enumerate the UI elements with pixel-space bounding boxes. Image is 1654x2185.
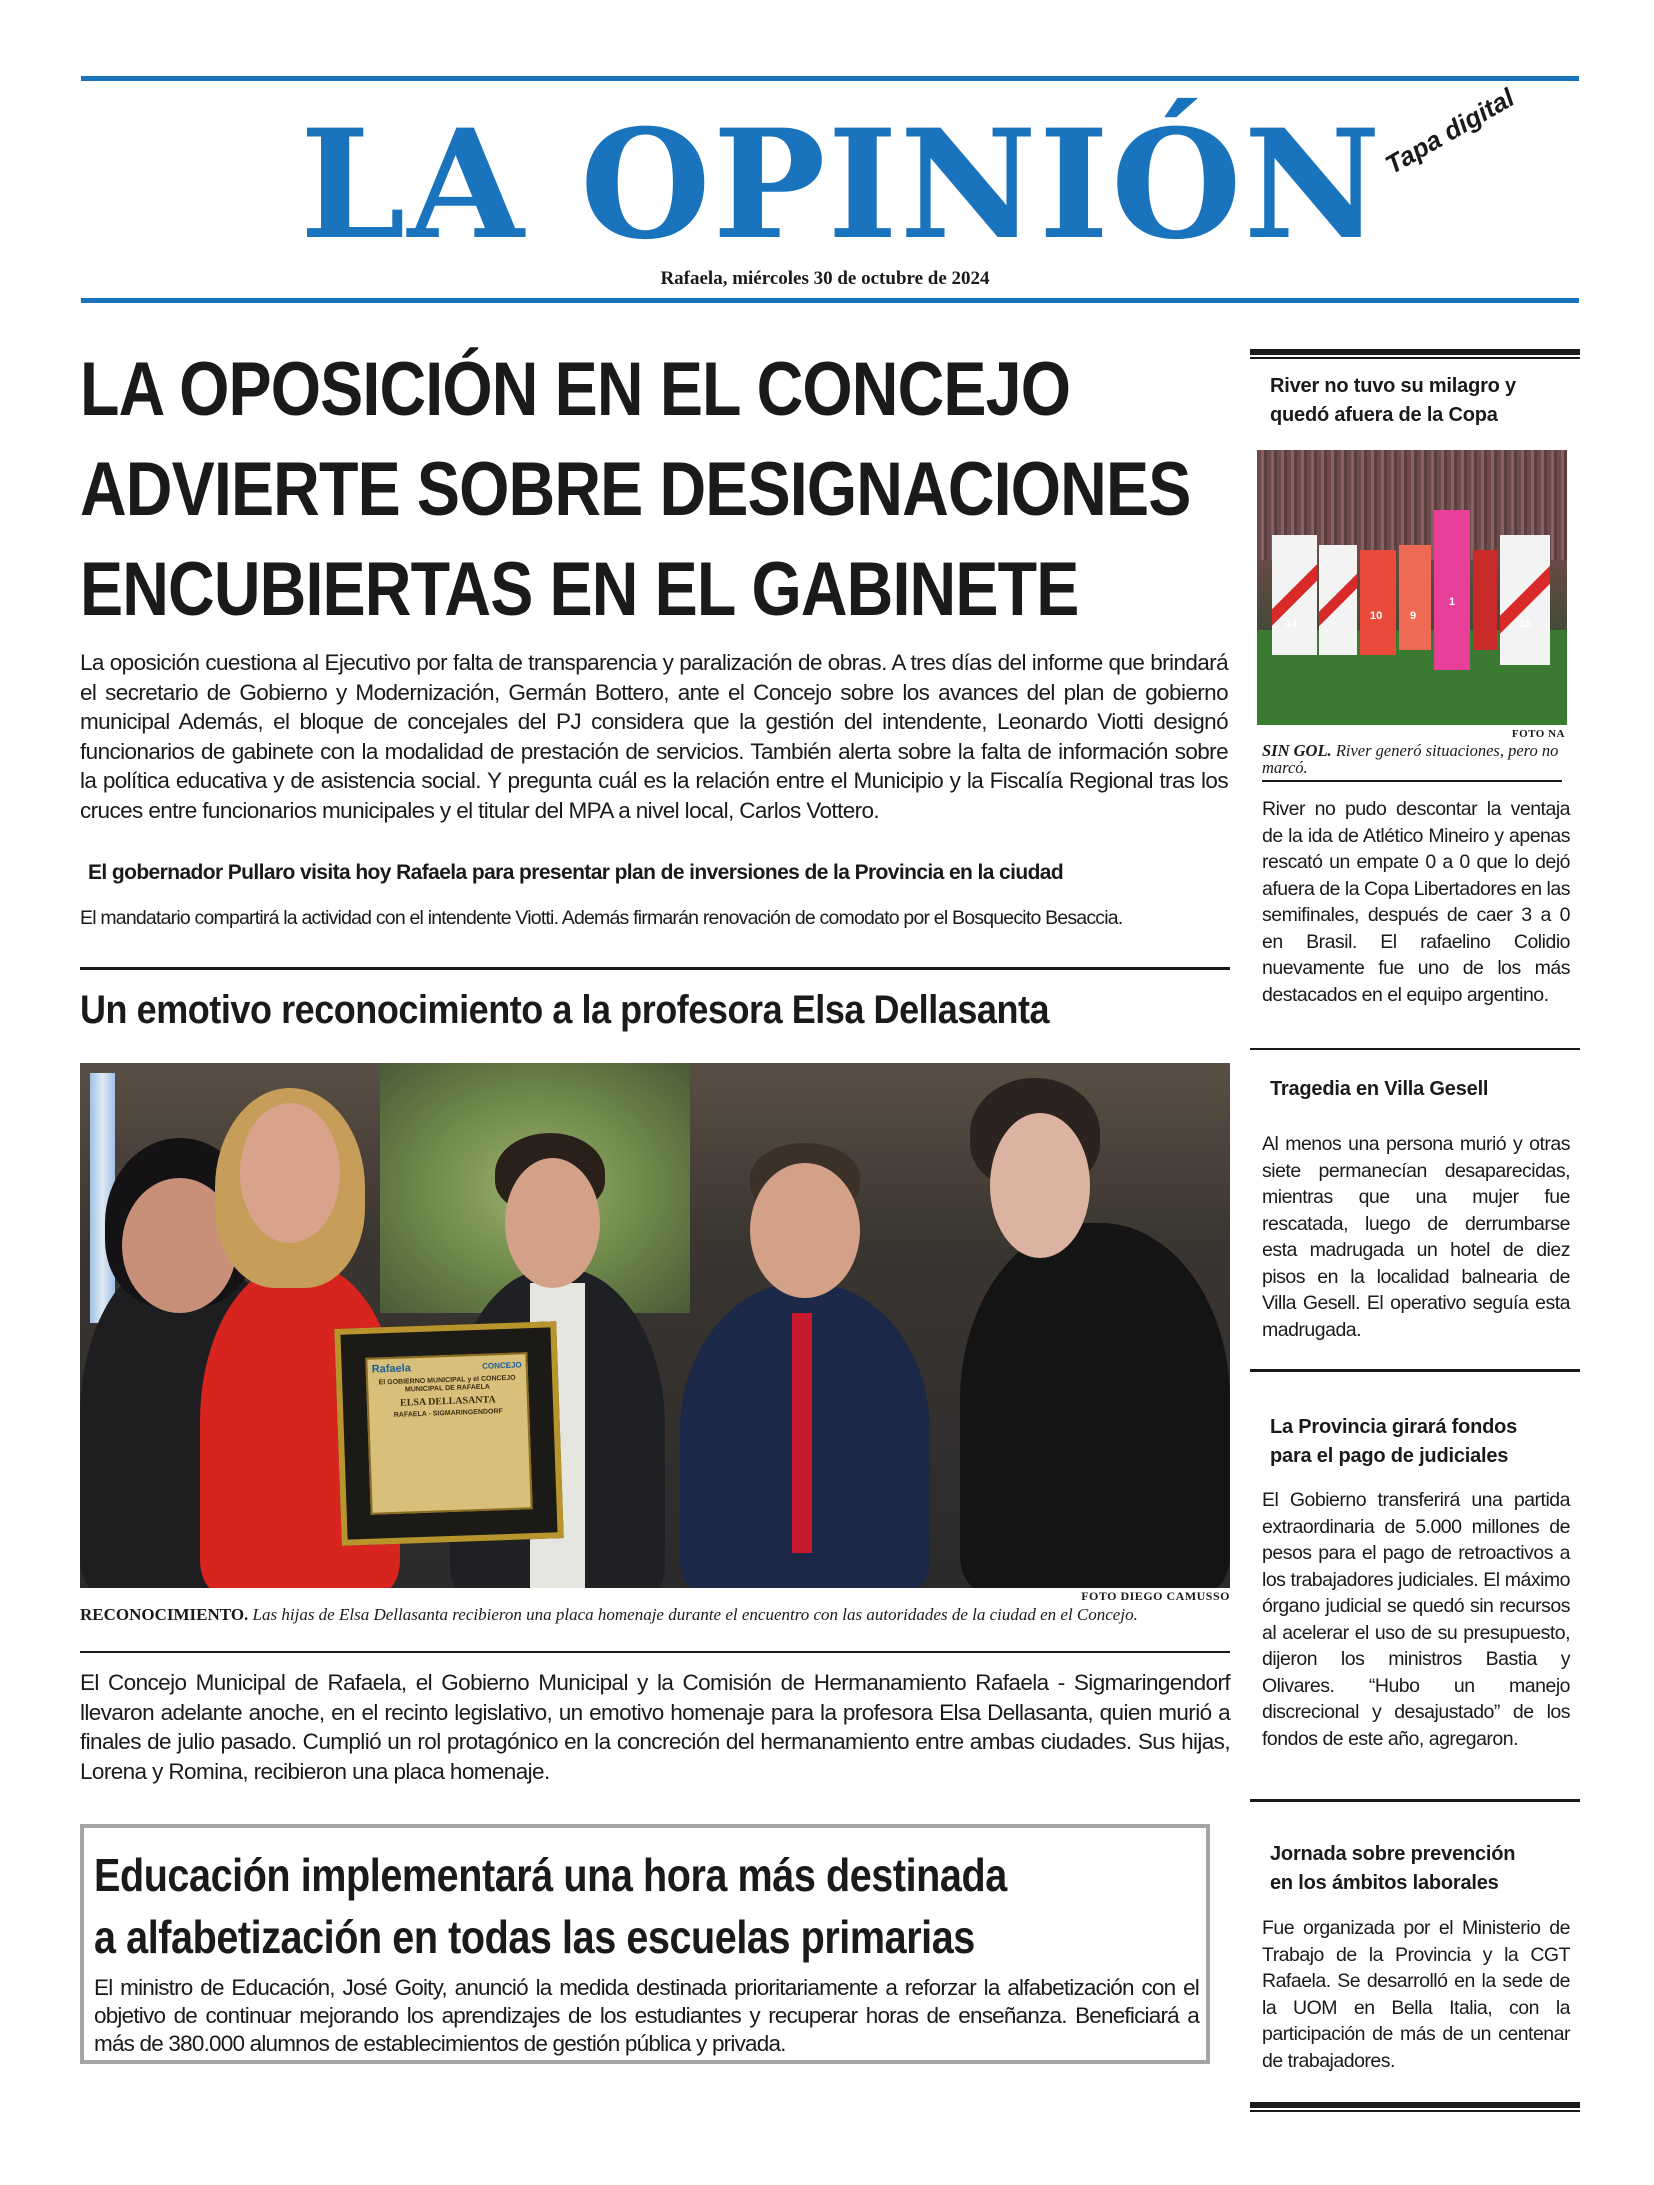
- tribute-photo[interactable]: [80, 1063, 1230, 1588]
- plaque-line: RAFAELA - SIGMARINGENDORF: [393, 1408, 503, 1420]
- plaque-logos: [372, 1358, 522, 1376]
- jersey-number: 9: [1410, 610, 1417, 622]
- plaque-logo-concejo: CONCEJO: [481, 1360, 522, 1371]
- river-headline[interactable]: River no tuvo su milagro y quedó afuera de la Copa: [1270, 375, 1516, 426]
- caption-text: Las hijas de Elsa Dellasanta recibieron una placa homenaje durante el encuentro con las autoridades de la ciudad en el Concejo.: [252, 1605, 1138, 1624]
- judiciales-body: El Gobierno transferirá una partida extraordinaria de 5.000 millones de pesos para el pago de retroactivos a los trabajadores judiciales. El máximo órgano judicial se quedó sin recursos al acelerar el uso de su presupuesto, dijeron los ministros Bastia y Olivares. “Hubo un manejo discrecional y desajustado” de los fondos de este año, agregaron.: [1262, 1489, 1570, 1750]
- secondary-body: El mandatario compartirá la actividad con el intendente Viotti. Además firmarán renovación de comodato por el Bosquecito Besaccia.: [80, 907, 1123, 929]
- sidebar-bottom-rule-thin: [1250, 2110, 1580, 2112]
- tribute-headline[interactable]: Un emotivo reconocimiento a la profesora Elsa Dellasanta: [80, 988, 1050, 1032]
- education-headline-line: Educación implementará una hora más destinada: [94, 1849, 1007, 1901]
- main-headline[interactable]: [80, 340, 1236, 640]
- jersey-number: 14: [1285, 618, 1298, 630]
- person-young-man: [960, 1223, 1230, 1588]
- caption-text: River generó situaciones, pero no marcó.: [1262, 741, 1559, 777]
- dateline: Rafaela, miércoles 30 de octubre de 2024: [660, 268, 990, 289]
- masthead-bottom-rule: [81, 298, 1579, 303]
- player-orange: [1399, 545, 1431, 650]
- masthead-top-rule: [81, 76, 1579, 81]
- river-photo-credit: FOTO NA: [1511, 728, 1565, 740]
- river-body: River no pudo descontar la ventaja de la ida de Atlético Mineiro y apenas rescató un empate 0 a 0 que lo dejó afuera de la Copa Libertadores en las semifinales, después de caer 3 a 0 en Brasil. El rafaelino Colidio nuevamente fue uno de los más destacados en el equipo argentino.: [1262, 798, 1570, 1006]
- judiciales-headline[interactable]: La Provincia girará fondos para el pago de judiciales: [1270, 1416, 1518, 1467]
- secondary-headline[interactable]: El gobernador Pullaro visita hoy Rafaela para presentar plan de inversiones de la Provincia en la ciudad: [88, 861, 1064, 884]
- person-face: [505, 1158, 600, 1288]
- plaque-line: El GOBIERNO MUNICIPAL y el CONCEJO MUNICIPAL DE RAFAELA: [378, 1374, 516, 1394]
- masthead-logo[interactable]: LA OPINIÓN: [300, 97, 1383, 273]
- sidebar-bottom-rule: [1250, 2102, 1580, 2108]
- player-white: [1319, 545, 1357, 655]
- player-white: [1272, 535, 1317, 655]
- caption-rule: [80, 1651, 1230, 1653]
- sidebar-top-rule-thin: [1250, 357, 1580, 359]
- player-red: [1473, 550, 1497, 650]
- jornada-headline[interactable]: Jornada sobre prevención en los ámbitos laborales: [1270, 1843, 1516, 1894]
- person-face: [240, 1103, 340, 1243]
- section-divider: [80, 967, 1230, 970]
- education-headline: [94, 1844, 1212, 1968]
- tribute-photo-credit: FOTO DIEGO CAMUSSO: [1081, 1589, 1230, 1603]
- jersey-number: 10: [1370, 610, 1383, 622]
- caption-label: RECONOCIMIENTO.: [80, 1605, 249, 1624]
- villa-gesell-headline[interactable]: Tragedia en Villa Gesell: [1270, 1078, 1489, 1100]
- player-orange: [1360, 550, 1396, 655]
- caption-label: SIN GOL.: [1262, 741, 1332, 760]
- education-headline-line: a alfabetización en todas las escuelas primarias: [94, 1911, 975, 1963]
- tribute-plaque: [334, 1321, 563, 1546]
- red-tie: [792, 1313, 812, 1553]
- player-white: [1500, 535, 1550, 665]
- sidebar-divider: [1250, 1048, 1580, 1050]
- tribute-caption: [80, 1606, 1230, 1624]
- jornada-body: Fue organizada por el Ministerio de Trabajo de la Provincia y la CGT Rafaela. Se desarrolló en la sede de la UOM en Bella Italia, con la participación de más de un centenar de trabajadores.: [1262, 1917, 1570, 2072]
- main-story-lead: La oposición cuestiona al Ejecutivo por falta de transparencia y paralización de obras. A tres días del informe que brindará el secretario de Gobierno y Modernización, Germán Bottero, ante el Concejo sobre los avances del plan de gobierno municipal Además, el bloque de concejales del PJ considera que la gestión del intendente, Leonardo Viotti designó funcionarios de gabinete con la modalidad de prestación de servicios. También alerta sobre la falta de información sobre la política educativa y de asistencia social. Y pregunta cuál es la relación entre el Municipio y la Fiscalía Regional tras los cruces entre funcionarios municipales y el titular del MPA a nivel local, Carlos Vottero.: [80, 650, 1228, 823]
- tapa-digital-tag: Tapa digital: [1380, 82, 1520, 180]
- tribute-body: El Concejo Municipal de Rafaela, el Gobierno Municipal y la Comisión de Hermanamiento Rafaela - Sigmaringendorf llevaron adelante anoche, en el recinto legislativo, un emotivo homenaje para la profesora Elsa Dellasanta, quien murió a finales de julio pasado. Cumplió un rol protagónico en la concreción del hermanamiento entre ambas ciudades. Sus hijas, Lorena y Romina, recibieron una placa homenaje.: [80, 1670, 1230, 1784]
- plaque-inner: [365, 1352, 532, 1515]
- plaque-logo-rafaela: Rafaela: [371, 1362, 412, 1376]
- jersey-number: 18: [1519, 618, 1532, 630]
- river-caption-rule: [1262, 780, 1562, 782]
- main-headline-line: ENCUBIERTAS EN EL GABINETE: [80, 547, 1079, 632]
- jersey-number: 1: [1449, 596, 1456, 608]
- education-story-box[interactable]: [80, 1824, 1210, 2064]
- river-caption: [1262, 742, 1562, 776]
- sidebar-divider: [1250, 1799, 1580, 1802]
- plaque-name: ELSA DELLASANTA: [399, 1394, 496, 1409]
- education-body: El ministro de Educación, José Goity, anunció la medida destinada prioritariamente a reforzar la alfabetización con el objetivo de continuar mejorando los aprendizajes de los estudiantes y recuperar horas de enseñanza. Beneficiará a más de 380.000 alumnos de establecimientos de gestión pública y privada.: [94, 1975, 1199, 2056]
- person-face: [990, 1113, 1090, 1258]
- main-headline-line: LA OPOSICIÓN EN EL CONCEJO: [80, 347, 1071, 432]
- main-headline-line: ADVIERTE SOBRE DESIGNACIONES: [80, 447, 1191, 532]
- sidebar-top-rule: [1250, 349, 1580, 355]
- river-photo[interactable]: [1257, 450, 1567, 725]
- sidebar-divider: [1250, 1369, 1580, 1372]
- person-face: [750, 1163, 860, 1298]
- villa-gesell-body: Al menos una persona murió y otras siete permanecían desaparecidas, mientras que una mujer fue rescatada, luego de derrumbarse esta madrugada un hotel de diez pisos en la localidad balnearia de Villa Gesell. El operativo seguía esta madrugada.: [1262, 1133, 1570, 1341]
- player-goalkeeper-pink: [1434, 510, 1470, 670]
